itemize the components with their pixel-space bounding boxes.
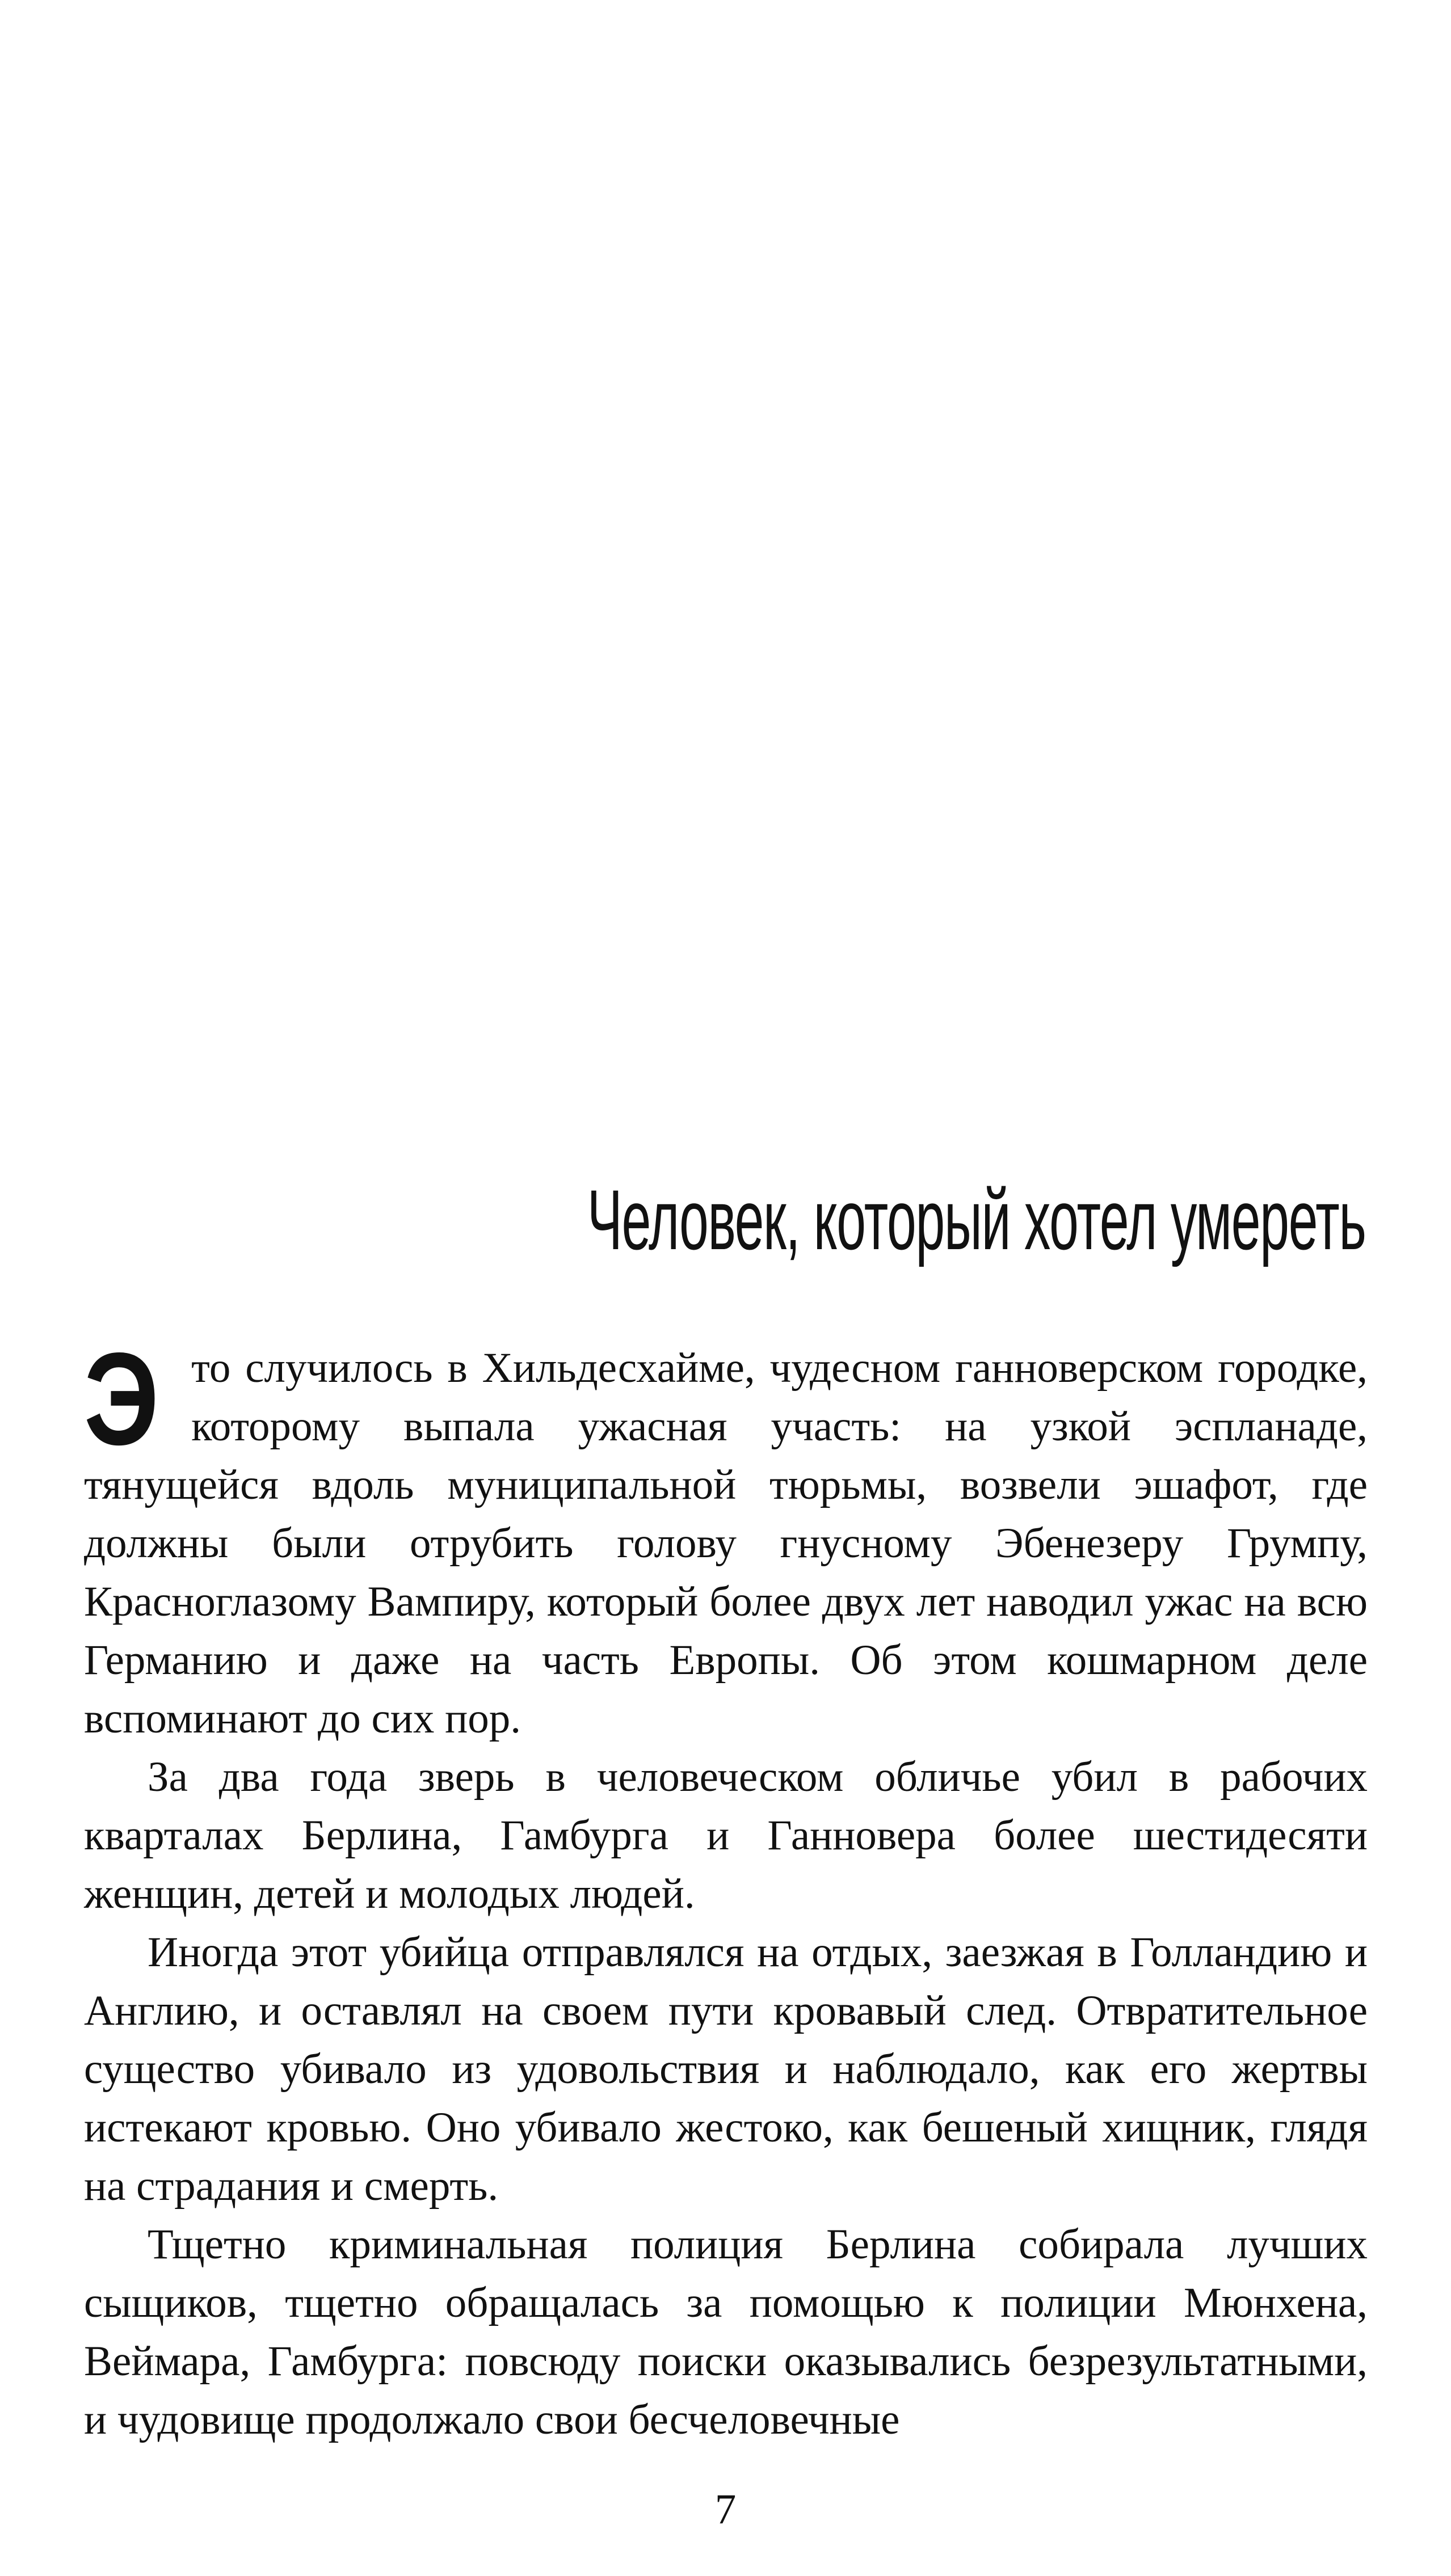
paragraph-3: Иногда этот убийца отправлялся на отдых, заезжая в Голландию и Англию, и оставлял на своем пути кровавый след. Отвратительное существо убивало из удовольствия и наблюдало, как его жертвы истекают кровью. Оно убивало жестоко, как бешеный хищник, глядя на страдания и смерть.: [84, 1929, 1368, 2210]
paragraph-4: Тщетно криминальная полиция Берлина собирала лучших сыщиков, тщетно обращалась за помощью к полиции Мюнхена, Веймара, Гамбурга: повсюду поиски оказывались безрезультатными, и чудовище продолжало свои бесчеловечные: [84, 2221, 1368, 2443]
paragraph-1-text: то случилось в Хильдесхайме, чудесном ганноверском городке, которому выпала ужасная участь: на узкой эспланаде, тянущейся вдоль муниципальной тюрьмы, возвели эшафот, где должны были отрубить голову гнусному Эбенезеру Грумпу, Красноглазому Вампиру, который более двух лет наводил ужас на всю Германию и даже на часть Европы. Об этом кошмарном деле вспоминают до сих пор.: [84, 1344, 1368, 1742]
chapter-body: [84, 1326, 1368, 2449]
chapter-title: Человек, который хотел умереть: [587, 1172, 1366, 1267]
paragraph-1: [84, 1326, 1368, 1748]
paragraph-2: За два года зверь в человеческом обличье убил в рабочих кварталах Берлина, Гамбурга и Ганновера более шестидесяти женщин, детей и молодых людей.: [84, 1753, 1368, 1917]
page-number: 7: [714, 2486, 737, 2533]
drop-cap: Э: [84, 1326, 159, 1473]
